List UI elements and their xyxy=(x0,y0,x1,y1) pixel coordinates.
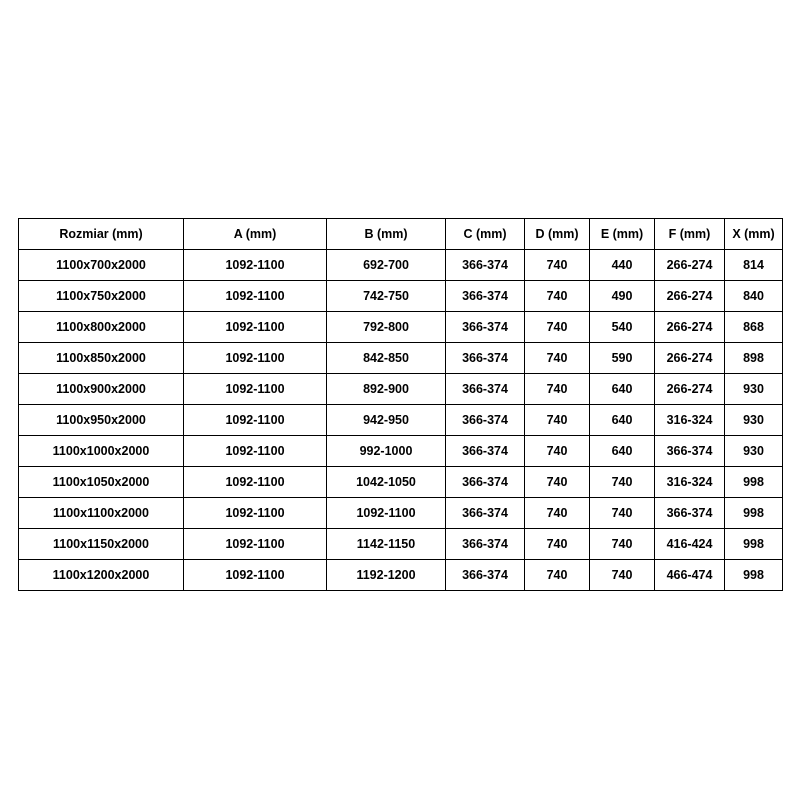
cell-e: 640 xyxy=(590,405,655,436)
cell-x: 998 xyxy=(725,467,783,498)
cell-e: 540 xyxy=(590,312,655,343)
cell-size: 1100x750x2000 xyxy=(19,281,184,312)
cell-e: 740 xyxy=(590,529,655,560)
cell-c: 366-374 xyxy=(446,312,525,343)
cell-b: 742-750 xyxy=(327,281,446,312)
cell-c: 366-374 xyxy=(446,405,525,436)
cell-b: 992-1000 xyxy=(327,436,446,467)
cell-e: 740 xyxy=(590,467,655,498)
cell-c: 366-374 xyxy=(446,281,525,312)
cell-a: 1092-1100 xyxy=(184,436,327,467)
cell-f: 416-424 xyxy=(655,529,725,560)
cell-b: 1092-1100 xyxy=(327,498,446,529)
cell-d: 740 xyxy=(525,405,590,436)
cell-x: 868 xyxy=(725,312,783,343)
cell-d: 740 xyxy=(525,343,590,374)
cell-c: 366-374 xyxy=(446,498,525,529)
cell-c: 366-374 xyxy=(446,436,525,467)
dimensions-table xyxy=(18,218,783,591)
table-row xyxy=(19,529,783,560)
cell-x: 840 xyxy=(725,281,783,312)
table-row xyxy=(19,467,783,498)
column-header-a: A (mm) xyxy=(184,219,327,250)
cell-d: 740 xyxy=(525,436,590,467)
cell-f: 316-324 xyxy=(655,467,725,498)
cell-x: 930 xyxy=(725,405,783,436)
cell-e: 740 xyxy=(590,560,655,591)
cell-b: 1142-1150 xyxy=(327,529,446,560)
cell-c: 366-374 xyxy=(446,343,525,374)
cell-a: 1092-1100 xyxy=(184,560,327,591)
cell-a: 1092-1100 xyxy=(184,312,327,343)
cell-f: 366-374 xyxy=(655,436,725,467)
table-header-row xyxy=(19,219,783,250)
cell-size: 1100x850x2000 xyxy=(19,343,184,374)
cell-c: 366-374 xyxy=(446,529,525,560)
cell-c: 366-374 xyxy=(446,467,525,498)
column-header-e: E (mm) xyxy=(590,219,655,250)
table-row xyxy=(19,436,783,467)
cell-size: 1100x1150x2000 xyxy=(19,529,184,560)
table-row xyxy=(19,498,783,529)
cell-size: 1100x1200x2000 xyxy=(19,560,184,591)
cell-b: 792-800 xyxy=(327,312,446,343)
cell-d: 740 xyxy=(525,281,590,312)
cell-d: 740 xyxy=(525,498,590,529)
table-row xyxy=(19,312,783,343)
column-header-x: X (mm) xyxy=(725,219,783,250)
cell-f: 266-274 xyxy=(655,374,725,405)
cell-a: 1092-1100 xyxy=(184,498,327,529)
cell-size: 1100x950x2000 xyxy=(19,405,184,436)
cell-a: 1092-1100 xyxy=(184,343,327,374)
column-header-rozmiar: Rozmiar (mm) xyxy=(19,219,184,250)
cell-size: 1100x900x2000 xyxy=(19,374,184,405)
cell-x: 998 xyxy=(725,529,783,560)
cell-a: 1092-1100 xyxy=(184,405,327,436)
cell-x: 930 xyxy=(725,374,783,405)
cell-x: 814 xyxy=(725,250,783,281)
cell-size: 1100x800x2000 xyxy=(19,312,184,343)
cell-a: 1092-1100 xyxy=(184,529,327,560)
cell-b: 1192-1200 xyxy=(327,560,446,591)
table-row xyxy=(19,374,783,405)
cell-e: 590 xyxy=(590,343,655,374)
cell-b: 892-900 xyxy=(327,374,446,405)
table-header xyxy=(19,219,783,250)
cell-size: 1100x1100x2000 xyxy=(19,498,184,529)
cell-c: 366-374 xyxy=(446,250,525,281)
dimensions-table-container xyxy=(18,218,782,591)
column-header-b: B (mm) xyxy=(327,219,446,250)
cell-f: 266-274 xyxy=(655,343,725,374)
cell-x: 930 xyxy=(725,436,783,467)
table-row xyxy=(19,250,783,281)
cell-f: 266-274 xyxy=(655,250,725,281)
column-header-c: C (mm) xyxy=(446,219,525,250)
cell-size: 1100x1000x2000 xyxy=(19,436,184,467)
cell-b: 692-700 xyxy=(327,250,446,281)
cell-d: 740 xyxy=(525,467,590,498)
cell-e: 740 xyxy=(590,498,655,529)
cell-x: 998 xyxy=(725,560,783,591)
cell-d: 740 xyxy=(525,312,590,343)
cell-a: 1092-1100 xyxy=(184,281,327,312)
column-header-d: D (mm) xyxy=(525,219,590,250)
cell-size: 1100x700x2000 xyxy=(19,250,184,281)
cell-d: 740 xyxy=(525,374,590,405)
cell-d: 740 xyxy=(525,560,590,591)
table-body xyxy=(19,250,783,591)
cell-d: 740 xyxy=(525,250,590,281)
cell-b: 842-850 xyxy=(327,343,446,374)
cell-f: 466-474 xyxy=(655,560,725,591)
table-row xyxy=(19,405,783,436)
table-row xyxy=(19,343,783,374)
cell-size: 1100x1050x2000 xyxy=(19,467,184,498)
cell-a: 1092-1100 xyxy=(184,467,327,498)
cell-a: 1092-1100 xyxy=(184,250,327,281)
cell-b: 942-950 xyxy=(327,405,446,436)
cell-f: 266-274 xyxy=(655,281,725,312)
table-row xyxy=(19,281,783,312)
cell-c: 366-374 xyxy=(446,560,525,591)
column-header-f: F (mm) xyxy=(655,219,725,250)
cell-e: 440 xyxy=(590,250,655,281)
cell-e: 640 xyxy=(590,374,655,405)
cell-e: 490 xyxy=(590,281,655,312)
cell-f: 366-374 xyxy=(655,498,725,529)
cell-c: 366-374 xyxy=(446,374,525,405)
cell-e: 640 xyxy=(590,436,655,467)
cell-f: 266-274 xyxy=(655,312,725,343)
cell-b: 1042-1050 xyxy=(327,467,446,498)
cell-x: 998 xyxy=(725,498,783,529)
cell-d: 740 xyxy=(525,529,590,560)
cell-f: 316-324 xyxy=(655,405,725,436)
cell-x: 898 xyxy=(725,343,783,374)
table-row xyxy=(19,560,783,591)
cell-a: 1092-1100 xyxy=(184,374,327,405)
